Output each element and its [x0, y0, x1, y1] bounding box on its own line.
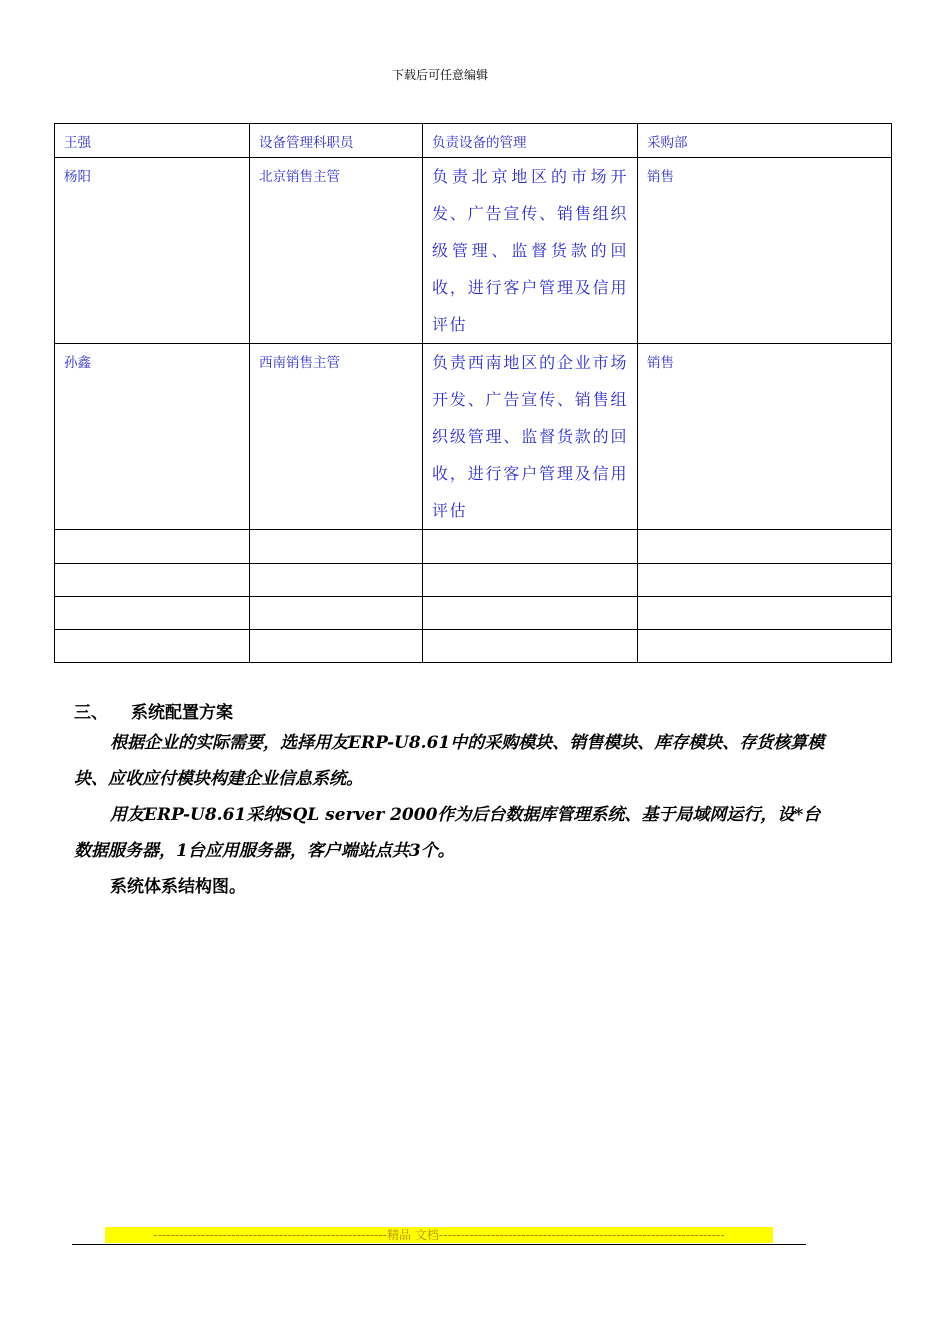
table-row — [55, 344, 892, 530]
footer-label: 精品 文档 — [387, 1228, 439, 1242]
page-header: 下载后可任意编辑 — [391, 68, 488, 82]
cell-name — [55, 630, 250, 663]
cell-dept — [638, 597, 892, 630]
cell-name: 孙鑫 — [55, 344, 250, 530]
footer-dashes-left: ------------------------------------------------------ — [153, 1228, 388, 1242]
cell-title — [250, 564, 423, 597]
cell-dept: 销售 — [638, 344, 892, 530]
staff-table — [54, 123, 892, 663]
cell-title — [250, 630, 423, 663]
cell-name — [55, 530, 250, 564]
cell-duty — [423, 564, 638, 597]
cell-duty — [423, 597, 638, 630]
paragraph-text: 用友ERP-U8.61采纳SQL server 2000作为后台数据库管理系统、基于局域网运行，设*台数据服务器，1台应用服务器，客户端站点共3个。 — [74, 805, 821, 861]
cell-duty: 负责西南地区的企业市场开发、广告宣传、销售组织级管理、监督货款的回收，进行客户管理及信用评估 — [423, 344, 638, 530]
footer-dashes-right: ------------------------------------------------------------------ — [438, 1228, 725, 1242]
cell-name: 王强 — [55, 124, 250, 158]
cell-duty: 负责设备的管理 — [423, 124, 638, 158]
paragraph-text: 根据企业的实际需要，选择用友ERP-U8.61中的采购模块、销售模块、库存模块、存货核算模块、应收应付模块构建企业信息系统。 — [74, 733, 825, 789]
cell-name — [55, 597, 250, 630]
cell-title: 北京销售主管 — [250, 158, 423, 344]
cell-title — [250, 597, 423, 630]
cell-duty — [423, 530, 638, 564]
cell-name: 杨阳 — [55, 158, 250, 344]
cell-dept — [638, 530, 892, 564]
cell-title: 设备管理科职员 — [250, 124, 423, 158]
cell-dept — [638, 630, 892, 663]
paragraph-database-config — [74, 797, 834, 869]
table-row — [55, 597, 892, 630]
section-number: 三、 — [74, 703, 108, 723]
paragraph-module-selection — [74, 725, 834, 797]
table-row — [55, 124, 892, 158]
cell-name — [55, 564, 250, 597]
cell-title: 西南销售主管 — [250, 344, 423, 530]
cell-dept — [638, 564, 892, 597]
footer-watermark — [105, 1227, 773, 1243]
footer-rule — [72, 1244, 806, 1245]
table-row — [55, 630, 892, 663]
table-row — [55, 530, 892, 564]
paragraph-text: 系统体系结构图。 — [110, 877, 246, 897]
cell-dept: 采购部 — [638, 124, 892, 158]
cell-dept: 销售 — [638, 158, 892, 344]
section-title: 系统配置方案 — [131, 703, 233, 723]
cell-title — [250, 530, 423, 564]
table-row — [55, 158, 892, 344]
paragraph-architecture-caption — [74, 869, 834, 905]
section-heading — [74, 698, 834, 723]
table-row — [55, 564, 892, 597]
cell-duty: 负责北京地区的市场开发、广告宣传、销售组织级管理、监督货款的回收，进行客户管理及信用评估 — [423, 158, 638, 344]
cell-duty — [423, 630, 638, 663]
